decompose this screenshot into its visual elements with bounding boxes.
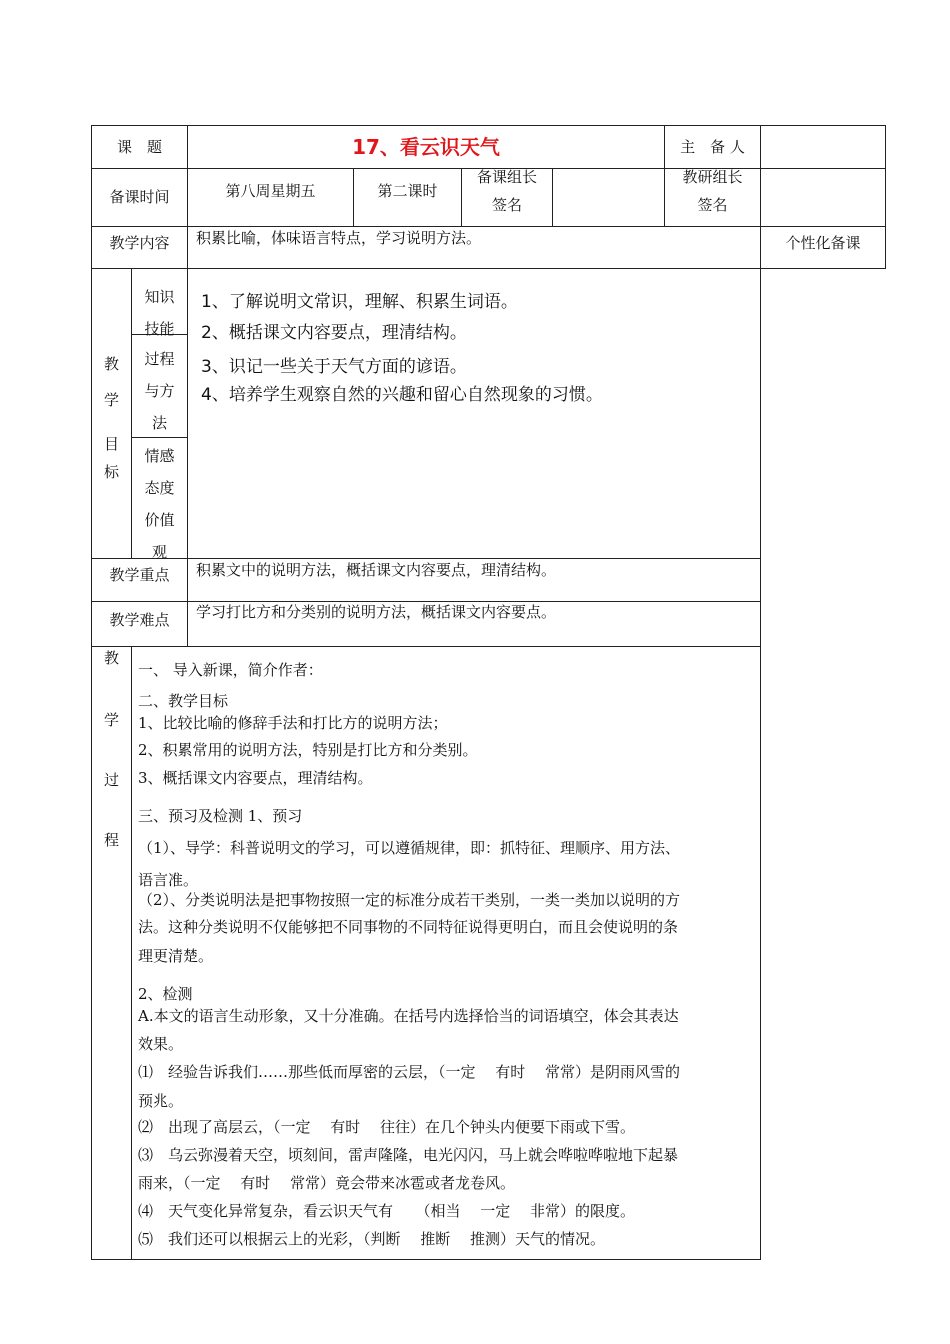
- process-line: ⑴ 经验告诉我们……那些低而厚密的云层，（一定 有时 常常）是阴雨风雪的: [138, 1063, 681, 1081]
- process-line: A.本文的语言生动形象，又十分准确。在括号内选择恰当的词语填空，体会其表达: [138, 1007, 679, 1025]
- period-value: 第二课时: [377, 182, 438, 200]
- time-value: 第八周星期五: [225, 182, 316, 200]
- process-line: 效果。: [138, 1035, 184, 1053]
- goal-sub-emotion: 情感 态度 价值 观: [144, 447, 175, 561]
- process-line: 理更清楚。: [138, 947, 214, 965]
- process-line: ⑵ 出现了高层云，（一定 有时 往往）在几个钟头内便要下雨或下雪。: [138, 1118, 636, 1136]
- process-line: 二、教学目标: [138, 692, 229, 710]
- key-points-label: 教学重点: [109, 566, 170, 584]
- process-line: 雨来，（一定 有时 常常）竟会带来冰雹或者龙卷风。: [138, 1174, 516, 1192]
- content-value: 积累比喻，体味语言特点，学习说明方法。: [196, 229, 482, 247]
- process-line: 三、预习及检测 1、预习: [138, 807, 303, 825]
- lesson-title: 17、看云识天气: [352, 135, 500, 159]
- goal-sub-knowledge: 知识 技能: [144, 288, 175, 338]
- process-line: 3、概括课文内容要点，理清结构。: [138, 769, 373, 787]
- difficulties-value: 学习打比方和分类别的说明方法，概括课文内容要点。: [196, 603, 557, 621]
- process-label: 教 学 过 程: [103, 649, 119, 849]
- goal-item: 4、培养学生观察自然的兴趣和留心自然现象的习惯。: [201, 385, 603, 405]
- goal-sub-process: 过程 与方 法: [144, 350, 175, 432]
- process-line: 2、积累常用的说明方法，特别是打比方和分类别。: [138, 741, 478, 759]
- preparer-label: 主 备 人: [680, 138, 745, 156]
- goals-label: 教 学 目 标: [103, 355, 119, 481]
- difficulties-label: 教学难点: [109, 611, 170, 629]
- process-line: 一、 导入新课，简介作者：: [138, 661, 323, 679]
- group-leader-label: 备课组长 签名: [476, 168, 537, 214]
- goal-item: 1、了解说明文常识，理解、积累生词语。: [201, 292, 518, 312]
- personal-prep-label: 个性化备课: [785, 234, 861, 252]
- key-points-value: 积累文中的说明方法，概括课文内容要点，理清结构。: [196, 561, 557, 579]
- goal-item: 3、识记一些关于天气方面的谚语。: [201, 357, 467, 377]
- process-line: ⑸ 我们还可以根据云上的光彩，（判断 推断 推测）天气的情况。: [138, 1230, 606, 1248]
- process-line: 2、检测: [138, 985, 193, 1003]
- topic-label: 课 题: [116, 138, 162, 156]
- process-line: 语言准。: [138, 871, 199, 889]
- research-leader-label: 教研组长 签名: [682, 168, 743, 214]
- process-line: 1、比较比喻的修辞手法和打比方的说明方法；: [138, 714, 448, 732]
- process-line: 法。这种分类说明不仅能够把不同事物的不同特征说得更明白，而且会使说明的条: [138, 918, 679, 936]
- process-line: ⑶ 乌云弥漫着天空，顷刻间，雷声隆隆，电光闪闪，马上就会哗啦哗啦地下起暴: [138, 1146, 679, 1164]
- process-line: ⑷ 天气变化异常复杂，看云识天气有 （相当 一定 非常）的限度。: [138, 1202, 636, 1220]
- time-label: 备课时间: [109, 188, 170, 206]
- process-line: 预兆。: [138, 1092, 184, 1110]
- goal-item: 2、概括课文内容要点，理清结构。: [201, 323, 467, 343]
- process-line: （1）、导学：科普说明文的学习，可以遵循规律，即：抓特征、理顺序、用方法、: [138, 839, 681, 857]
- content-label: 教学内容: [109, 234, 170, 252]
- process-line: （2）、分类说明法是把事物按照一定的标准分成若干类别，一类一类加以说明的方: [138, 891, 681, 909]
